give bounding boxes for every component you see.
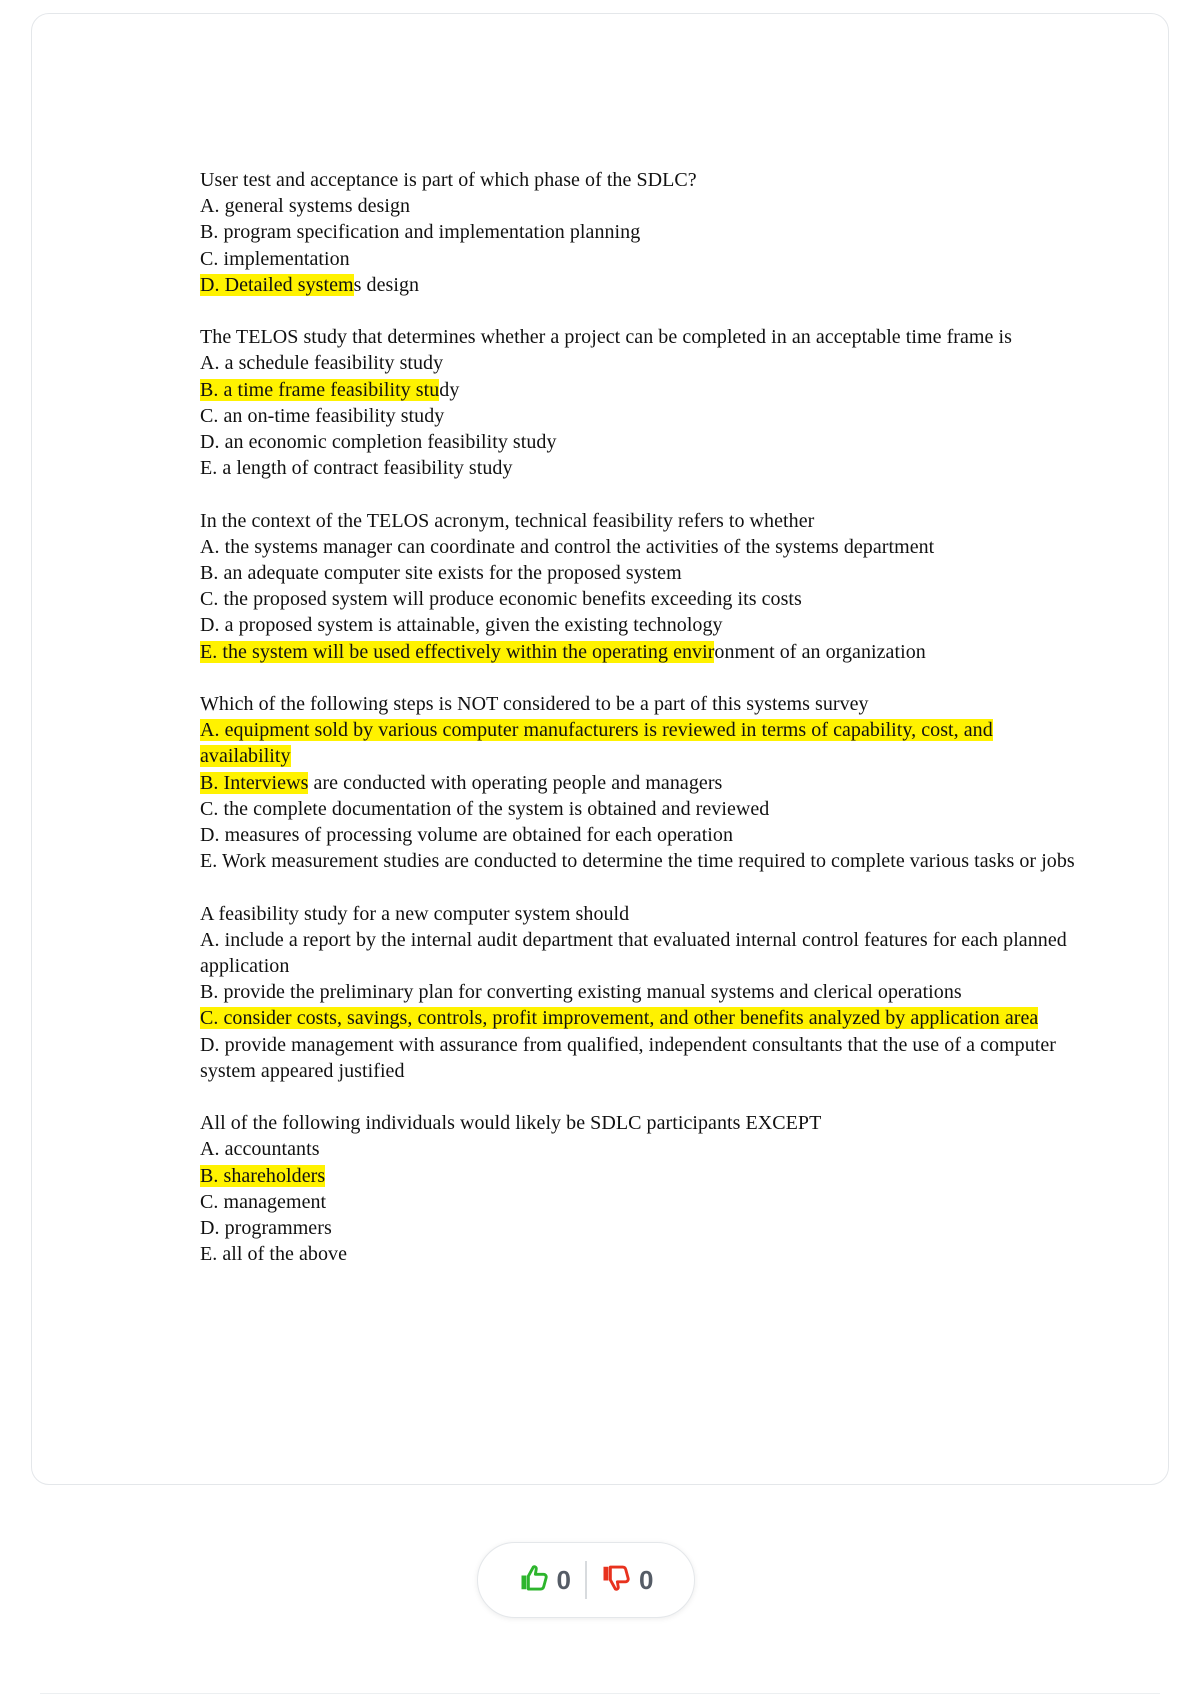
option: A. general systems design (200, 195, 411, 218)
option: D. an economic completion feasibility study (200, 431, 557, 454)
option: E. a length of contract feasibility study (200, 457, 513, 480)
upvote-button[interactable] (505, 1563, 585, 1598)
option: A. the systems manager can coordinate and control the activities of the systems department (200, 535, 935, 558)
question-stem: A feasibility study for a new computer system should (200, 902, 630, 925)
option: A. a schedule feasibility study (200, 352, 444, 375)
option: A. include a report by the internal audit department that evaluated internal control features for each planned application (200, 928, 1067, 978)
thumbs-down-icon (601, 1563, 631, 1598)
answer-highlight: B. a time frame feasibility stu (200, 378, 440, 401)
option-answer (200, 770, 1080, 796)
question-5 (200, 901, 1080, 1084)
option: C. management (200, 1190, 327, 1213)
option-answer (200, 639, 1080, 665)
option-answer (200, 1163, 1080, 1189)
question-4 (200, 691, 1080, 874)
option: C. the proposed system will produce economic benefits exceeding its costs (200, 588, 802, 611)
answer-highlight: E. the system will be used effectively within the operating envir (200, 640, 715, 663)
question-stem: The TELOS study that determines whether a project can be completed in an acceptable time frame is (200, 326, 1012, 349)
option: B. program specification and implementation planning (200, 221, 641, 244)
vote-bar (477, 1542, 695, 1618)
document-card (31, 13, 1169, 1485)
answer-highlight: C. consider costs, savings, controls, profit improvement, and other benefits analyzed by application area (200, 1007, 1039, 1030)
question-stem: Which of the following steps is NOT considered to be a part of this systems survey (200, 693, 869, 716)
option: A. accountants (200, 1138, 320, 1161)
option: D. a proposed system is attainable, given the existing technology (200, 614, 723, 637)
option-rest: s design (353, 273, 420, 296)
answer-highlight: B. shareholders (200, 1164, 326, 1187)
option-rest: onment of an organization (714, 640, 926, 663)
option-rest: dy (439, 378, 460, 401)
question-2 (200, 324, 1080, 481)
option-answer (200, 1005, 1080, 1031)
question-stem: In the context of the TELOS acronym, technical feasibility refers to whether (200, 509, 815, 532)
option: B. provide the preliminary plan for converting existing manual systems and clerical operations (200, 981, 962, 1004)
option-answer (200, 717, 1080, 769)
document-body (200, 167, 1080, 1294)
upvote-count: 0 (556, 1564, 571, 1595)
question-stem: All of the following individuals would likely be SDLC participants EXCEPT (200, 1112, 822, 1135)
option: C. an on-time feasibility study (200, 404, 445, 427)
answer-highlight: A. equipment sold by various computer manufacturers is reviewed in terms of capability, cost, and availability (200, 719, 993, 768)
option: C. implementation (200, 247, 350, 270)
option: B. an adequate computer site exists for the proposed system (200, 562, 682, 585)
option: D. provide management with assurance from qualified, independent consultants that the use of a computer system appeared justified (200, 1033, 1056, 1082)
option: E. Work measurement studies are conducted to determine the time required to complete various tasks or jobs (200, 850, 1075, 873)
thumbs-up-icon (519, 1563, 549, 1598)
question-1 (200, 167, 1080, 298)
footer-divider (40, 1693, 1160, 1694)
option: D. programmers (200, 1217, 332, 1240)
option: D. measures of processing volume are obtained for each operation (200, 824, 734, 847)
option-answer (200, 272, 1080, 298)
option: E. all of the above (200, 1243, 348, 1266)
option-rest: are conducted with operating people and managers (308, 771, 723, 794)
question-3 (200, 508, 1080, 665)
option-answer (200, 377, 1080, 403)
question-stem: User test and acceptance is part of which phase of the SDLC? (200, 169, 697, 191)
question-6 (200, 1110, 1080, 1267)
answer-highlight: B. Interviews (200, 771, 309, 794)
downvote-count: 0 (639, 1564, 654, 1595)
answer-highlight: D. Detailed system (200, 273, 354, 296)
downvote-button[interactable] (587, 1563, 667, 1598)
option: C. the complete documentation of the system is obtained and reviewed (200, 797, 770, 820)
